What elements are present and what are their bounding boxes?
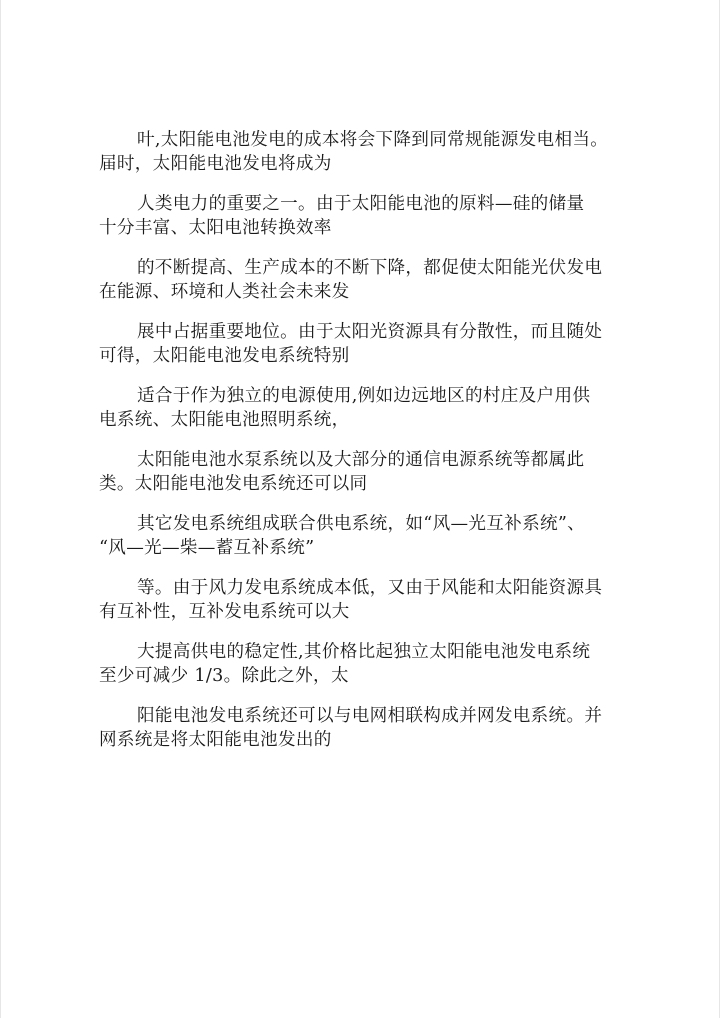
- text-line: 电系统、太阳能电池照明系统，: [99, 410, 350, 430]
- body-text: [99, 128, 699, 752]
- text-line: 等。由于风力发电系统成本低，又由于风能和太阳能资源具: [137, 578, 603, 598]
- paragraph: [99, 192, 699, 240]
- paragraph: [99, 512, 699, 560]
- text-line: 届时，太阳能电池发电将成为: [99, 154, 332, 174]
- paragraph: [99, 384, 699, 432]
- paragraph: [99, 640, 699, 688]
- paragraph: [99, 320, 699, 368]
- text-line: 适合于作为独立的电源使用,例如边远地区的村庄及户用供: [137, 386, 591, 406]
- text-line: 至少可减少 1/3。除此之外，太: [99, 666, 349, 686]
- text-line: 的不断提高、生产成本的不断下降，都促使太阳能光伏发电: [137, 258, 603, 278]
- text-line: 网系统是将太阳能电池发出的: [99, 730, 332, 750]
- text-line: 在能源、环境和人类社会未来发: [99, 282, 350, 302]
- text-line: “风—光—柴—蓄互补系统”: [99, 538, 315, 558]
- paragraph: [99, 704, 699, 752]
- text-line: 可得，太阳能电池发电系统特别: [99, 346, 350, 366]
- text-line: 十分丰富、太阳电池转换效率: [99, 218, 332, 238]
- paragraph: [99, 448, 699, 496]
- text-line: 叶,太阳能电池发电的成本将会下降到同常规能源发电相当。: [137, 130, 609, 150]
- text-line: 其它发电系统组成联合供电系统，如“风—光互补系统”、: [137, 514, 586, 534]
- paragraph: [99, 128, 699, 176]
- text-line: 展中占据重要地位。由于太阳光资源具有分散性，而且随处: [137, 322, 603, 342]
- text-line: 大提高供电的稳定性,其价格比起独立太阳能电池发电系统: [137, 642, 591, 662]
- paragraph: [99, 576, 699, 624]
- text-line: 太阳能电池水泵系统以及大部分的通信电源系统等都属此: [137, 450, 585, 470]
- text-line: 人类电力的重要之一。由于太阳能电池的原料—硅的储量: [137, 194, 585, 214]
- text-line: 类。太阳能电池发电系统还可以同: [99, 474, 368, 494]
- text-line: 阳能电池发电系统还可以与电网相联构成并网发电系统。并: [137, 706, 603, 726]
- paragraph: [99, 256, 699, 304]
- text-line: 有互补性，互补发电系统可以大: [99, 602, 350, 622]
